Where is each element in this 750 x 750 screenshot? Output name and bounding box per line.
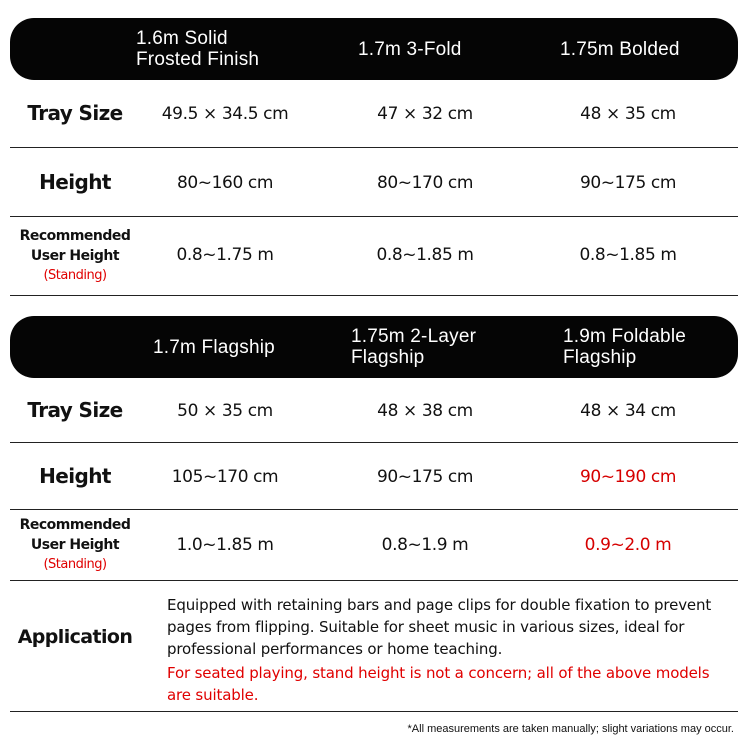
table1-header: [10, 18, 738, 80]
table1-col-1: 1.6m Solid Frosted Finish: [136, 28, 260, 70]
row-divider: [10, 711, 738, 712]
footnote: *All measurements are taken manually; slight variations may occur.: [407, 723, 734, 735]
table1-tray-size-2: 47 × 32 cm: [377, 104, 473, 124]
table1-col-2: 1.7m 3-Fold: [358, 38, 462, 60]
application-label: Application: [17, 626, 133, 648]
tray-size-label: Tray Size: [27, 398, 123, 422]
table1-user-height-2: 0.8~1.85 m: [376, 245, 474, 265]
table1-tray-size-1: 49.5 × 34.5 cm: [161, 104, 289, 124]
table2-height-2: 90~175 cm: [376, 467, 474, 487]
table1-tray-size-3: 48 × 35 cm: [580, 104, 676, 124]
application-note: For seated playing, stand height is not a concern; all of the above models are suitable.: [167, 664, 710, 704]
recommended-height-label: [0, 226, 150, 286]
table1-user-height-1: 0.8~1.75 m: [176, 245, 274, 265]
table2-col-3: 1.9m Foldable Flagship: [563, 326, 687, 368]
table2-height-3: 90~190 cm: [579, 467, 677, 487]
row-divider: [10, 295, 738, 296]
height-label: Height: [39, 170, 111, 194]
table2-tray-size-3: 48 × 34 cm: [580, 401, 676, 421]
row-divider: [10, 442, 738, 443]
recommended-height-text: Recommended User Height: [19, 517, 131, 553]
recommended-height-text: Recommended User Height: [19, 228, 131, 264]
table1-col-3: 1.75m Bolded: [560, 38, 680, 60]
table1-height-1: 80~160 cm: [176, 173, 274, 193]
table1-height-3: 90~175 cm: [579, 173, 677, 193]
table1-user-height-3: 0.8~1.85 m: [579, 245, 677, 265]
standing-note: (Standing): [43, 268, 107, 283]
table2-tray-size-2: 48 × 38 cm: [377, 401, 473, 421]
standing-note: (Standing): [43, 557, 107, 572]
table2-height-1: 105~170 cm: [171, 467, 279, 487]
tray-size-label: Tray Size: [27, 101, 123, 125]
table1-height-2: 80~170 cm: [376, 173, 474, 193]
row-divider: [10, 509, 738, 510]
recommended-height-label: [0, 515, 150, 575]
row-divider: [10, 216, 738, 217]
application-text: Equipped with retaining bars and page clips for double fixation to prevent pages from flipping. Suitable for sheet music in various sizes, ideal for professional performances or home teaching.: [167, 596, 712, 658]
row-divider: [10, 580, 738, 581]
height-label: Height: [39, 464, 111, 488]
table2-col-1: 1.7m Flagship: [153, 336, 275, 358]
table2-col-2: 1.75m 2-Layer Flagship: [351, 326, 477, 368]
row-divider: [10, 147, 738, 148]
table2-header: [10, 316, 738, 378]
table2-user-height-3: 0.9~2.0 m: [584, 535, 672, 555]
application-description: [167, 594, 727, 706]
table2-user-height-2: 0.8~1.9 m: [381, 535, 469, 555]
table2-user-height-1: 1.0~1.85 m: [176, 535, 274, 555]
table2-tray-size-1: 50 × 35 cm: [177, 401, 273, 421]
